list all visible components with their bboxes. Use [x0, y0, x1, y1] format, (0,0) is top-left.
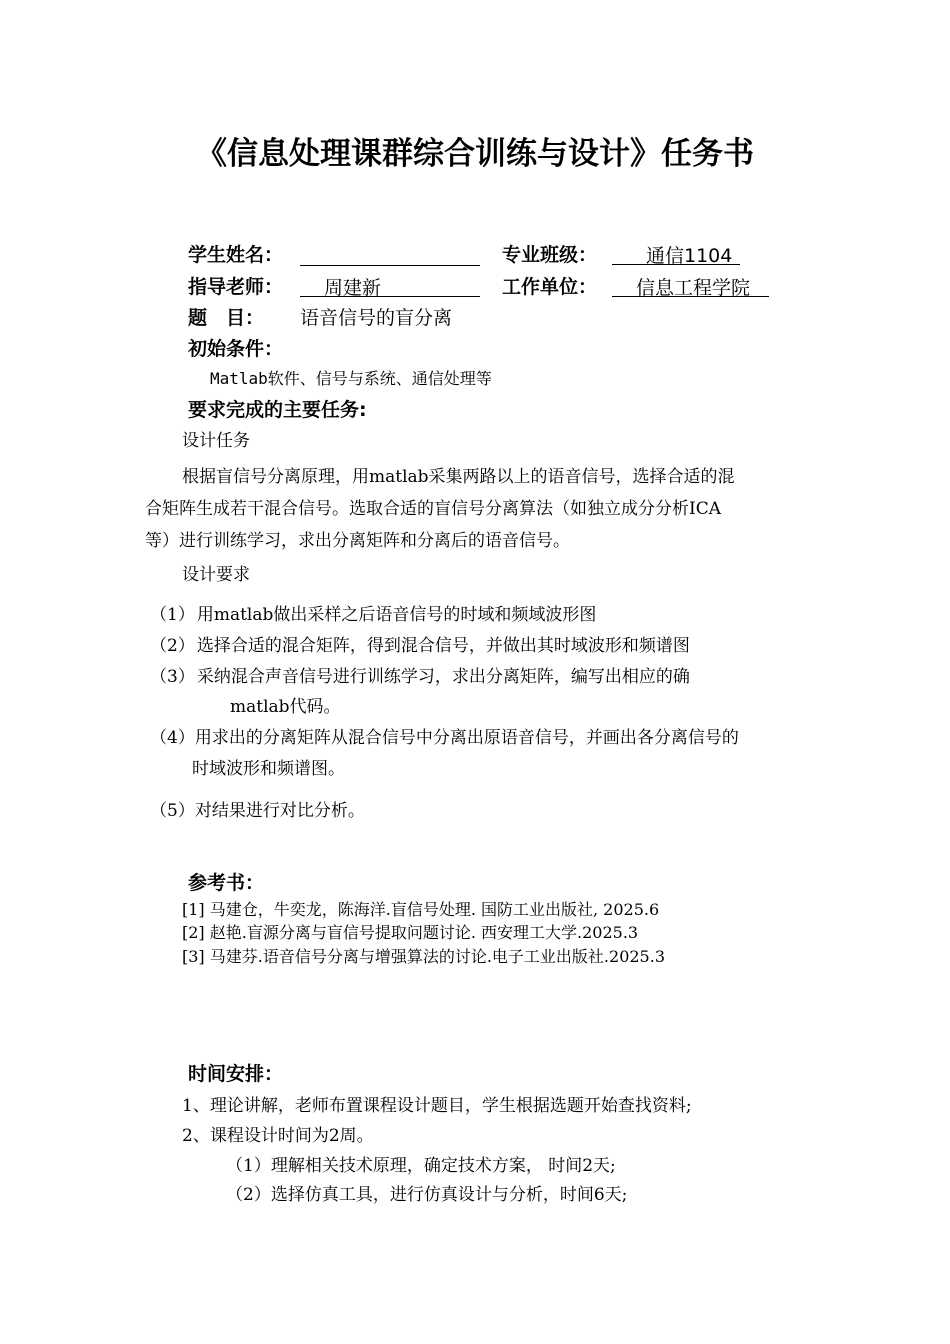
requirement-num: （3）: [150, 667, 195, 687]
requirement-text: 采纳混合声音信号进行训练学习，求出分离矩阵，编写出相应的确: [196, 667, 690, 687]
student-name-value: [300, 241, 480, 266]
teacher-label: 指导老师：: [188, 276, 284, 298]
design-requirements-heading: 设计要求: [182, 565, 250, 585]
topic-value: 语音信号的盲分离: [300, 307, 453, 329]
schedule-sub-1: （1）理解相关技术原理，确定技术方案， 时间2天;: [226, 1156, 616, 1176]
initial-conditions-value: Matlab软件、信号与系统、通信处理等: [210, 369, 492, 388]
design-task-heading: 设计任务: [182, 431, 250, 451]
reference-item-3: [3] 马建芬.语音信号分离与增强算法的讨论.电子工业出版社.2025.3: [182, 947, 665, 966]
requirement-item-2: [150, 631, 690, 656]
reference-item-1: [1] 马建仓，牛奕龙，陈海洋.盲信号处理. 国防工业出版社, 2025.6: [182, 900, 660, 919]
requirement-text: 用求出的分离矩阵从混合信号中分离出原语音信号，并画出各分离信号的: [194, 728, 739, 748]
schedule-line-1: 1、理论讲解，老师布置课程设计题目，学生根据选题开始查找资料;: [182, 1096, 692, 1116]
document-title: 《信息处理课群综合训练与设计》任务书: [196, 136, 754, 172]
student-name-field: [300, 241, 480, 266]
requirement-text: 用matlab做出采样之后语音信号的时域和频域波形图: [196, 605, 597, 625]
main-tasks-label: 要求完成的主要任务:: [188, 399, 367, 421]
requirement-num: （4）: [150, 728, 195, 748]
requirement-text: 选择合适的混合矩阵，得到混合信号，并做出其时域波形和频谱图: [196, 636, 690, 656]
class-label: 专业班级：: [502, 244, 598, 266]
requirement-text: 对结果进行对比分析。: [194, 801, 365, 821]
requirement-item-3-cont: matlab代码。: [230, 697, 341, 717]
unit-value: 信息工程学院: [612, 273, 769, 297]
design-task-line-3: 等）进行训练学习，求出分离矩阵和分离后的语音信号。: [145, 531, 570, 551]
unit-label: 工作单位：: [502, 276, 598, 298]
class-field: [612, 241, 740, 265]
schedule-heading: 时间安排：: [188, 1063, 284, 1085]
requirement-item-4: [150, 723, 739, 748]
schedule-sub-2: （2）选择仿真工具，进行仿真设计与分析，时间6天;: [226, 1185, 628, 1205]
initial-conditions-label: 初始条件：: [188, 338, 284, 360]
requirement-item-3: [150, 662, 690, 687]
requirement-item-4-cont: 时域波形和频谱图。: [192, 759, 345, 779]
teacher-value: 周建新: [300, 273, 480, 297]
requirement-num: （5）: [150, 801, 195, 821]
design-task-line-2: 合矩阵生成若干混合信号。选取合适的盲信号分离算法（如独立成分分析ICA: [145, 499, 721, 519]
requirement-num: （1）: [150, 605, 195, 625]
references-heading: 参考书：: [188, 872, 265, 894]
requirement-num: （2）: [150, 636, 195, 656]
unit-field: [612, 273, 769, 297]
requirement-item-5: [150, 796, 365, 821]
class-value: 通信1104: [612, 241, 740, 265]
requirement-item-1: [150, 600, 596, 625]
topic-label: 题 目：: [188, 307, 265, 329]
schedule-line-2: 2、课程设计时间为2周。: [182, 1126, 374, 1146]
design-task-line-1: 根据盲信号分离原理，用matlab采集两路以上的语音信号，选择合适的混: [182, 467, 735, 487]
student-name-label: 学生姓名：: [188, 244, 284, 266]
reference-item-2: [2] 赵艳.盲源分离与盲信号提取问题讨论. 西安理工大学.2025.3: [182, 923, 639, 942]
teacher-field: [300, 273, 480, 297]
